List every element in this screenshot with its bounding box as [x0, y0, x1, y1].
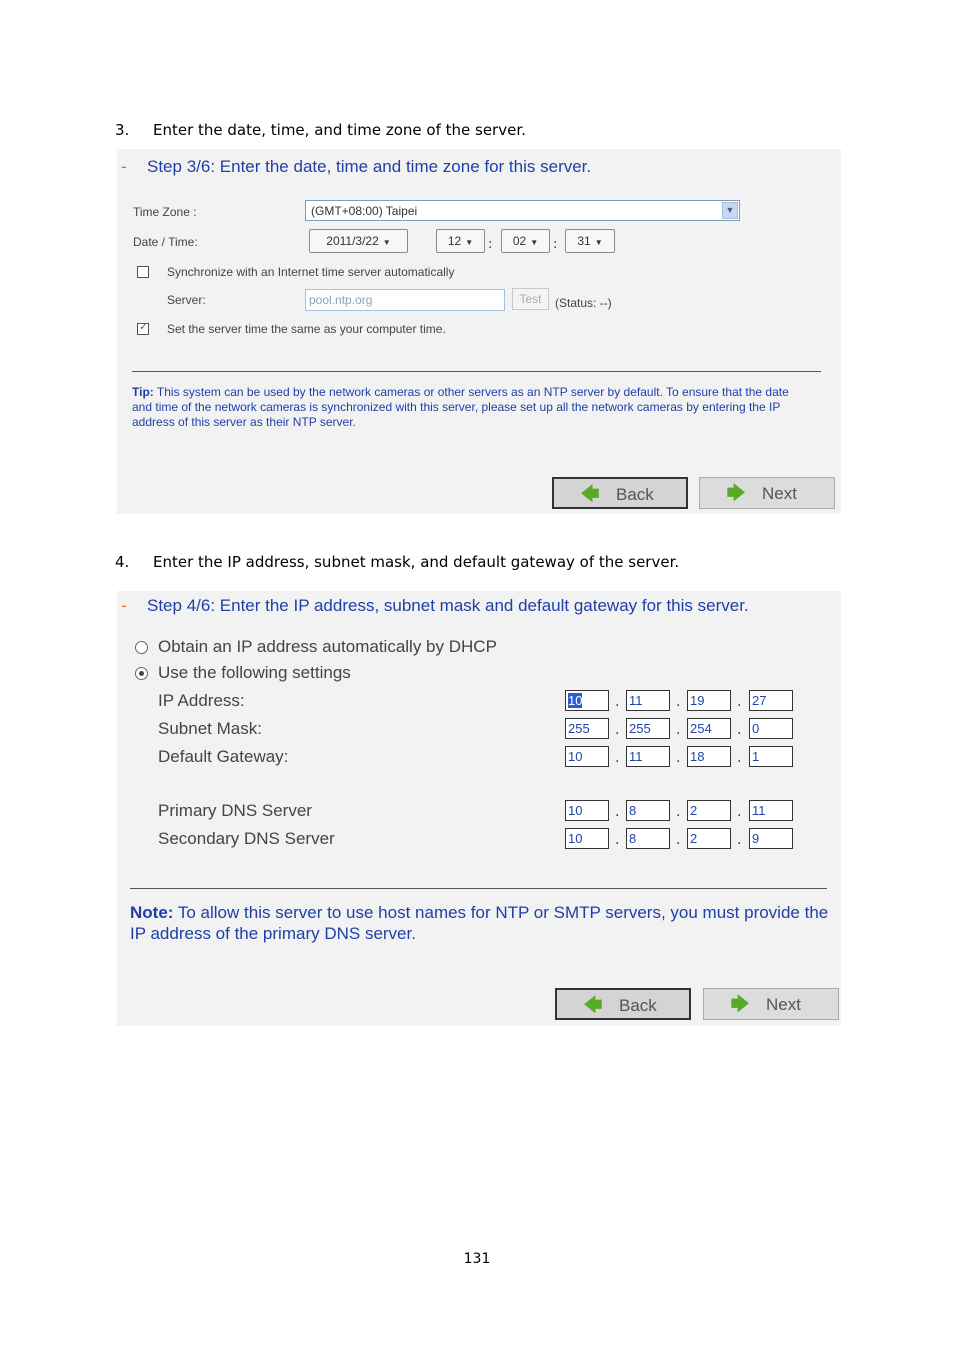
- hour-value: 12: [447, 234, 462, 248]
- datetime-label: Date / Time:: [133, 235, 198, 249]
- mask-octet-1[interactable]: [565, 718, 609, 739]
- server-placeholder: pool.ntp.org: [309, 293, 373, 307]
- octet-dot: .: [676, 750, 681, 766]
- ip-octet-1[interactable]: [565, 690, 609, 711]
- arrow-left-icon: 🡄: [580, 484, 600, 504]
- next-label: Next: [762, 484, 797, 503]
- octet-value: 9: [752, 831, 760, 846]
- octet-dot: .: [615, 804, 620, 820]
- mask-octet-2[interactable]: [626, 718, 670, 739]
- time-colon: :: [488, 237, 493, 252]
- octet-dot: .: [676, 694, 681, 710]
- octet-value: 255: [629, 721, 651, 736]
- octet-dot: .: [615, 750, 620, 766]
- arrow-right-icon: 🡆: [726, 483, 746, 503]
- ip-octet-3[interactable]: [687, 690, 731, 711]
- arrow-right-icon: 🡆: [730, 994, 750, 1014]
- timezone-value: (GMT+08:00) Taipei: [311, 204, 418, 218]
- next-label: Next: [766, 995, 801, 1014]
- octet-value: 8: [629, 803, 637, 818]
- time-colon: :: [553, 237, 558, 252]
- octet-value: 10: [568, 831, 583, 846]
- sync-label: Synchronize with an Internet time server automatically: [167, 265, 455, 279]
- octet-value: 10: [568, 749, 583, 764]
- gateway-octet-3[interactable]: [687, 746, 731, 767]
- next-button[interactable]: [703, 988, 839, 1020]
- panel-title-text: Step 4/6: Enter the IP address, subnet mask and default gateway for this server.: [147, 596, 749, 615]
- dhcp-radio[interactable]: [135, 641, 148, 654]
- step-4-heading: [115, 553, 679, 571]
- ip-label: IP Address:: [158, 691, 245, 710]
- dns1-octet-3[interactable]: [687, 800, 731, 821]
- octet-value: 10: [568, 693, 583, 708]
- hour-dropdown[interactable]: [436, 229, 485, 253]
- octet-value: 27: [752, 693, 767, 708]
- step-3-heading: [115, 121, 526, 139]
- gateway-octet-4[interactable]: [749, 746, 793, 767]
- step-4-panel: [117, 591, 841, 1026]
- ip-octet-4[interactable]: [749, 690, 793, 711]
- dns2-octet-2[interactable]: [626, 828, 670, 849]
- octet-value: 11: [629, 693, 643, 708]
- arrow-left-icon: 🡄: [583, 995, 603, 1015]
- collapse-toggle[interactable]: -: [121, 157, 127, 176]
- timezone-select[interactable]: [305, 200, 740, 221]
- dropdown-arrow-icon: ▼: [465, 238, 474, 247]
- check-icon: ✓: [139, 320, 149, 333]
- octet-value: 18: [690, 749, 705, 764]
- minute-dropdown[interactable]: [501, 229, 550, 253]
- back-label: Back: [616, 485, 654, 504]
- dhcp-label: Obtain an IP address automatically by DHCP: [158, 637, 497, 656]
- panel-title-text: Step 3/6: Enter the date, time and time zone for this server.: [147, 157, 592, 176]
- back-button[interactable]: [555, 988, 691, 1020]
- dns2-octet-3[interactable]: [687, 828, 731, 849]
- sync-checkbox[interactable]: [137, 266, 149, 278]
- dropdown-arrow-icon: ▼: [594, 238, 603, 247]
- octet-dot: .: [737, 722, 742, 738]
- octet-value: 19: [690, 693, 705, 708]
- server-label: Server:: [167, 293, 206, 307]
- dropdown-arrow-icon: ▼: [382, 238, 391, 247]
- mask-octet-3[interactable]: [687, 718, 731, 739]
- octet-dot: .: [737, 750, 742, 766]
- gateway-octet-2[interactable]: [626, 746, 670, 767]
- panel-title: [121, 157, 591, 177]
- back-button[interactable]: [552, 477, 688, 509]
- date-dropdown[interactable]: [309, 229, 408, 253]
- tip-prefix: Tip:: [132, 385, 154, 399]
- octet-value: 8: [629, 831, 637, 846]
- tip-text: [132, 385, 812, 430]
- second-value: 31: [577, 234, 591, 248]
- panel-title: [121, 596, 749, 616]
- note-body: To allow this server to use host names for NTP or SMTP servers, you must provide the IP address of the primary DNS server.: [130, 903, 829, 943]
- radio-dot: [139, 671, 144, 676]
- octet-dot: .: [737, 694, 742, 710]
- octet-value: 255: [568, 721, 590, 736]
- timezone-label: Time Zone :: [133, 205, 197, 219]
- octet-dot: .: [615, 722, 620, 738]
- status-text: (Status: --): [555, 296, 612, 310]
- dns1-octet-2[interactable]: [626, 800, 670, 821]
- test-button[interactable]: Test: [512, 288, 549, 310]
- octet-value: 1: [752, 749, 760, 764]
- dropdown-arrow-icon: ▼: [530, 238, 539, 247]
- octet-dot: .: [737, 832, 742, 848]
- octet-dot: .: [676, 804, 681, 820]
- back-label: Back: [619, 996, 657, 1015]
- dns2-octet-4[interactable]: [749, 828, 793, 849]
- server-input[interactable]: [305, 289, 505, 311]
- step-number: 4.: [115, 553, 130, 571]
- octet-dot: .: [615, 832, 620, 848]
- dns1-octet-4[interactable]: [749, 800, 793, 821]
- dns1-octet-1[interactable]: [565, 800, 609, 821]
- octet-dot: .: [676, 722, 681, 738]
- dns2-octet-1[interactable]: [565, 828, 609, 849]
- octet-value: 2: [690, 803, 698, 818]
- page-number: 131: [463, 1251, 491, 1267]
- octet-value: 0: [752, 721, 760, 736]
- manual-label: Use the following settings: [158, 663, 351, 682]
- second-dropdown[interactable]: [565, 229, 615, 253]
- mask-label: Subnet Mask:: [158, 719, 262, 738]
- note-text: [130, 902, 830, 944]
- minute-value: 02: [512, 234, 527, 248]
- note-prefix: Note:: [130, 903, 174, 922]
- gateway-octet-1[interactable]: [565, 746, 609, 767]
- gateway-label: Default Gateway:: [158, 747, 289, 766]
- octet-value: 254: [690, 721, 712, 736]
- octet-value: 2: [690, 831, 698, 846]
- step-text: Enter the date, time, and time zone of the server.: [153, 121, 526, 139]
- octet-dot: .: [676, 832, 681, 848]
- collapse-toggle[interactable]: -: [121, 596, 127, 615]
- octet-value: 11: [752, 803, 766, 818]
- octet-value: 11: [629, 749, 643, 764]
- manual-radio[interactable]: [135, 667, 148, 680]
- step-text: Enter the IP address, subnet mask, and default gateway of the server.: [153, 553, 680, 571]
- dns2-label: Secondary DNS Server: [158, 829, 335, 848]
- step-3-panel: [117, 149, 841, 514]
- step-number: 3.: [115, 121, 130, 139]
- next-button[interactable]: [699, 477, 835, 509]
- date-value: 2011/3/22: [326, 234, 379, 248]
- octet-dot: .: [737, 804, 742, 820]
- tip-body: This system can be used by the network cameras or other servers as an NTP server by default. To ensure that the date and time of the network cameras is synchronized with this server, please set up all the network cameras by entering the IP address of this server as their NTP server.: [132, 385, 789, 429]
- same-time-label: Set the server time the same as your computer time.: [167, 322, 446, 336]
- octet-dot: .: [615, 694, 620, 710]
- dns1-label: Primary DNS Server: [158, 801, 312, 820]
- octet-value: 10: [568, 803, 583, 818]
- ip-octet-2[interactable]: [626, 690, 670, 711]
- same-time-checkbox[interactable]: [137, 320, 149, 335]
- mask-octet-4[interactable]: [749, 718, 793, 739]
- chevron-down-icon[interactable]: ▼: [722, 202, 738, 219]
- divider: [132, 371, 821, 372]
- divider: [130, 888, 827, 889]
